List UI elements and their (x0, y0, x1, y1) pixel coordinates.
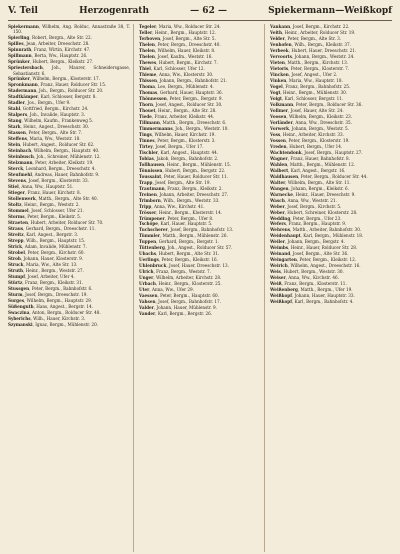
entry-surname: Stroh (8, 256, 21, 262)
entry-surname: Tinnes (139, 137, 155, 143)
directory-entry: Weinand, Josef, Bergm., Alte Str. 36. (270, 251, 349, 257)
directory-entry: Tümmler, Matth., Bergm., Mühlenstr. 26. (139, 233, 228, 239)
directory-entry: Vinken, Maria, Ww., Hauptstr. 18. (270, 77, 343, 83)
entry-surname: Unger (139, 275, 154, 281)
entry-surname: Tuchscherer (139, 227, 168, 233)
directory-entry: Stussgen, Peter, Bergm., Bahnhofstr. 6. (8, 285, 93, 291)
entry-surname: Weirich (270, 263, 288, 269)
directory-entry: Vieten, Matth., Bergm., Kirchstr. 13. (270, 59, 349, 65)
entry-surname: Wasch (270, 197, 285, 203)
entry-surname: Szymanski (8, 321, 33, 327)
entry-surname: Spriestersbach (8, 65, 43, 71)
directory-entry: Tüttenberg, Joh., Angest., Rolducer Str. 57. (139, 245, 233, 251)
directory-entry: Voigt, Karl, Schlosser, Bergstr. 11. (270, 95, 344, 101)
entry-surname: Terboven (139, 35, 161, 41)
directory-entry: Süßenguth, Hans, Angest., Bergstr. 14. (8, 303, 93, 309)
entry-surname: Tobias (139, 155, 154, 161)
entry-surname: Vollmer (270, 107, 288, 113)
directory-entry: Weber, Hubert, Schreiner, Klosterstr. 28. (270, 209, 358, 215)
directory-entry: Tschöpe, Karl, Hauer, Hauptstr. 5. (139, 221, 213, 227)
entry-surname: Stevens (8, 178, 26, 184)
directory-entry: Vossen, Peter, Bergm., Klosterstr. 19. (270, 137, 350, 143)
entry-surname: Vossen (270, 137, 286, 143)
directory-entry: Thelen, Josef, Kaufm., Weststr. 16. (139, 53, 213, 59)
entry-surname: Velder (270, 35, 285, 41)
column-1 (8, 24, 134, 552)
directory-entry: Wangen, Johann, Bergm., Kleikstr. 6. (270, 185, 350, 191)
directory-entry: Tiede, Franz, Arbeiter, Kleikstr. 44. (139, 113, 215, 119)
directory-entry: Thorn, Josef, Angest., Rolducer Str. 30. (139, 101, 223, 107)
directory-entry: Stadermann, Joh., Bergm., Rolducer Str. 20. (8, 88, 104, 94)
directory-entry: Wasch, Anna, Ww., Weststr. 21. (270, 197, 337, 203)
directory-entry: Thelen, Wilhelm, Hauer, Kleikstr. 8. (139, 47, 216, 53)
entry-surname: Voosen (270, 113, 287, 119)
entry-surname: Stalpers (8, 112, 28, 118)
directory-entry: Steffens, Maria, Ww., Weststr. 18. (8, 136, 81, 142)
directory-entry: Stalpers, Joh., Invalide, Hauptstr. 3. (8, 112, 86, 118)
directory-entry: Voosen, Wilhelm, Bergm., Kleikstr. 23. (270, 113, 353, 119)
directory-entry: Strobel, Peter, Bergm., Kirchstr. 60. (8, 250, 85, 256)
directory-entry: Tobias, Jakob, Bergm., Bahnhofstr. 2. (139, 155, 219, 161)
entry-surname: Stadtkämper (8, 94, 39, 100)
directory-entry: Vorwerk, Johann, Bergm., Weststr. 5. (270, 125, 349, 131)
entry-surname: Spilles (8, 41, 24, 47)
entry-surname: Uerlings (139, 257, 159, 263)
directory-entry: Stahl, Gottfried, Bergm., Kirchstr. 24. (8, 106, 89, 112)
entry-surname: Weinand (270, 251, 291, 257)
directory-entry: Stürtz, Franz, Bergm., Kleikstr. 31. (8, 279, 84, 285)
entry-surname: Süßenguth (8, 303, 34, 309)
directory-entry: Stadtkämper, Karl, Schlosser, Bergstr. 8. (8, 94, 97, 100)
directory-entry: Spierling, Robert, Bergm., Alte Str. 22. (8, 35, 92, 41)
directory-entry: Volkmann, Peter, Bergm., Rolducer Str. 36. (270, 101, 363, 107)
entry-surname: Trapp (139, 179, 153, 185)
directory-entry: Weißenberg, Matth., Bergm., Ufer 19. (270, 287, 353, 293)
entry-surname: Stadler (8, 100, 25, 106)
directory-entry: Waldhausen, Peter, Bergm., Rolducer Str. 44. (270, 173, 368, 179)
directory-entry: Straus, Gerhard, Bergm., Dreeschstr. 11. (8, 226, 96, 232)
entry-surname: Vaessen (139, 293, 158, 299)
directory-entry: Stroh, Johann, Hauer, Klosterstr. 9. (8, 256, 84, 262)
entry-surname: Weber (270, 203, 285, 209)
entry-surname: Vogel (270, 83, 283, 89)
directory-entry: Trapp, Josef, Bergm., Alte Str. 19. (139, 179, 211, 185)
entry-surname: Weidenhaupt (270, 233, 301, 239)
entry-surname: Trautmann (139, 185, 165, 191)
directory-entry: Weißkopf, Karl, Bergm., Bahnhofstr. 4. (270, 299, 354, 305)
entry-surname: Ulrich (139, 269, 154, 275)
directory-entry: Spillmann, Berta, Ww., Hauptstr. 26. (8, 53, 88, 59)
directory-entry: Weber, Josef, Bergm., Kirchstr. 5. (270, 203, 342, 209)
directory-entry: Weis, Hubert, Bergm., Weststr. 30. (270, 269, 344, 275)
entry-surname: Vankann (270, 24, 291, 29)
entry-surname: Tiede (139, 113, 152, 119)
entry-surname: Sprünker (8, 59, 30, 65)
entry-surname: Uhlenbruck (139, 263, 167, 269)
entry-surname: Steffens (8, 136, 27, 142)
directory-entry: Weiß, Franz, Bergm., Klosterstr. 11. (270, 281, 347, 287)
directory-entry: Timmermanns, Joh., Bergm., Weststr. 10. (139, 125, 229, 131)
directory-entry: Stieger, Franz, Hauer, Kirchstr. 8. (8, 190, 81, 196)
header-range: Spiekermann—Weißkopf (268, 6, 392, 16)
entry-surname: Stoltz (8, 202, 22, 208)
entry-surname: Strick (8, 244, 23, 250)
entry-surname: Teller (139, 29, 153, 35)
directory-entry: Vervoorts, Johann, Bergm., Weststr. 24. (270, 53, 355, 59)
directory-entry: Voss, Heinr., Arbeiter, Kirchstr. 33. (270, 131, 344, 137)
directory-entry: Vaessen, Peter, Bergm., Hauptstr. 60. (139, 293, 220, 299)
entry-surname: Surges (8, 297, 25, 303)
entry-surname: Spronkmann (8, 82, 38, 88)
directory-entry: Vreden, Hubert, Bergm., Ufer 14. (270, 143, 343, 149)
directory-entry: Wefers, Franz, Bergm., Hauptstr. 9. (270, 221, 347, 227)
directory-entry: Weirich, Wilhelm, Angest., Dreeschstr. 16. (270, 263, 361, 269)
directory-entry: Vander, Karl, Bergm., Bergstr. 26. (139, 311, 213, 317)
directory-entry: Spriestersbach, Joh., Maurer, Schneidersgasse, Sebastianstr. 6. (8, 65, 130, 76)
entry-surname: Ubachs (139, 251, 157, 257)
entry-surname: Weißenberg (270, 287, 298, 293)
directory-entry: Thoma, Leo, Bergm., Mühlenstr. 4. (139, 83, 214, 89)
entry-surname: Thönnessen (139, 95, 167, 101)
entry-surname: Weber (270, 209, 285, 215)
entry-surname: Veith (270, 29, 282, 35)
entry-surname: Weimbs (270, 245, 289, 251)
entry-surname: Sprünker (8, 76, 30, 82)
entry-surname: Wedding (270, 215, 291, 221)
directory-entry: Venhofen, Wilh., Bergm., Kleikstr. 37. (270, 41, 351, 47)
directory-entry: Terboven, Josef, Bergm., Alte Str. 5. (139, 35, 216, 41)
directory-entry: Tuppen, Gerhard, Bergm., Bergstr. 1. (139, 239, 219, 245)
entry-surname: Straeten (8, 220, 28, 226)
directory-entry: Velder, Peter, Bergm., Alte Str. 3. (270, 35, 342, 41)
entry-surname: Thouet (139, 107, 156, 113)
page-number: — 62 — (190, 6, 227, 16)
entry-surname: Sturm (8, 291, 23, 297)
directory-entry: Thouet, Heinr., Bergm., Alte Str. 28. (139, 107, 217, 113)
entry-surname: Urbach (139, 281, 156, 287)
directory-entry: Thewes, Hubert, Bergm., Kirchstr. 7. (139, 59, 218, 65)
directory-entry: Vietoris, Peter, Bergm., Klosterstr. 7. (270, 65, 350, 71)
entry-surname: Weißkopf (270, 293, 292, 299)
entry-surname: Spillmann (8, 53, 32, 59)
entry-surname: Swaczina (8, 309, 30, 315)
entry-surname: Vander (139, 311, 156, 317)
entry-surname: Weingarten (270, 257, 297, 263)
directory-entry: Unger, Wilhelm, Arbeiter, Kirchstr. 28. (139, 275, 222, 281)
entry-surname: Wefers (270, 221, 286, 227)
entry-surname: Vahsen (139, 299, 156, 305)
directory-entry: Spilles, Jean, Arbeiter, Dreeschstr. 28. (8, 41, 90, 47)
entry-surname: Weiß (270, 281, 282, 287)
directory-entry: Stelzmann, Peter, Arbeiter, Kleikstr. 19. (8, 160, 94, 166)
directory-entry: Thieme, Anna, Ww., Klosterstr. 30. (139, 71, 214, 77)
entry-surname: Stelzmann (8, 160, 33, 166)
directory-entry: Weißkopf, Johann, Hauer, Hauptstr. 33. (270, 293, 355, 299)
entry-surname: Tripp (139, 203, 152, 209)
entry-surname: Tollhausen (139, 161, 165, 167)
directory-entry: Stark, Heinr., Angest., Dreeschstr. 30. (8, 124, 90, 130)
directory-entry: Tischler, Karl, Angest., Hauptstr. 44. (139, 149, 219, 155)
entry-surname: Thelen (139, 53, 155, 59)
entry-surname: Walter (270, 179, 286, 185)
directory-entry: Toussaint, Peter, Hauer, Rolducer Str. 11. (139, 173, 229, 179)
directory-entry: Trautmann, Franz, Bergm., Kleikstr. 2. (139, 185, 223, 191)
entry-surname: Volkmann (270, 101, 294, 107)
entry-surname: Struth (8, 267, 24, 273)
directory-entry: Stang, Wilhelm, Kaufm., Frankenweg 5. (8, 118, 94, 124)
directory-entry: Strepp, Wilh., Bergm., Hauptstr. 15. (8, 238, 86, 244)
entry-surname: Strepp (8, 238, 24, 244)
entry-surname: Stiel (8, 184, 19, 190)
entry-surname: Stürtz (8, 279, 23, 285)
entry-surname: Strobel (8, 250, 25, 256)
entry-surname: Trösser (139, 209, 157, 215)
directory-entry: Uhlenbruck, Josef, Hauer, Dreeschstr. 13. (139, 263, 229, 269)
directory-entry: Thönnessen, Peter, Bergm., Bergstr. 9. (139, 95, 223, 101)
directory-entry: Trimborn, Wilh., Bergm., Weststr. 33. (139, 197, 220, 203)
entry-surname: Stommel (8, 208, 29, 214)
entry-surname: Treinen (139, 191, 157, 197)
entry-surname: Steinbach (8, 148, 32, 154)
directory-entry: Weidenhaupt, Karl, Bergm., Mühlenstr. 18. (270, 233, 364, 239)
directory-entry: Wagner, Franz, Hauer, Bahnhofstr. 8. (270, 155, 350, 161)
directory-entry: Wehrens, Matth., Arbeiter, Bahnhofstr. 30. (270, 227, 362, 233)
directory-entry: Ulrich, Franz, Bergm., Weststr. 7. (139, 269, 211, 275)
entry-surname: Weißkopf (270, 299, 292, 305)
directory-entry: Tirtey, Josef, Bergm., Ufer 17. (139, 143, 204, 149)
directory-entry: Weimbs, Heinr., Hauer, Rolducer Str. 28. (270, 245, 358, 251)
directory-entry: Vollmer, Josef, Hauer, Alte Str. 24. (270, 107, 344, 113)
directory-entry: Vankann, Josef, Bergm., Kirchstr. 22. (270, 24, 350, 29)
entry-surname: Storms (8, 214, 25, 220)
entry-surname: Stassen (8, 130, 26, 136)
entry-surname: Trimborn (139, 197, 161, 203)
entry-surname: Tüttenberg (139, 245, 165, 251)
directory-entry: Stoltz, Heinr., Bergm., Weststr. 2. (8, 202, 80, 208)
entry-surname: Stahl (8, 106, 21, 112)
entry-surname: Stang (8, 118, 22, 124)
entry-surname: Voss (270, 131, 281, 137)
directory-entry: Streitz, Karl, Angest., Bergstr. 3. (8, 232, 79, 238)
entry-surname: Thoma (139, 83, 155, 89)
entry-surname: Spiekermann (8, 24, 39, 29)
entry-surname: Trümpener (139, 215, 165, 221)
directory-entry: Strick, Adam, Invalide, Mühlenstr. 7. (8, 244, 87, 250)
directory-entry: Vincken, Josef, Angest., Ufer 2. (270, 71, 338, 77)
directory-entry: Stevens, Josef, Bergm., Klosterstr. 33. (8, 178, 89, 184)
entry-surname: Tings (139, 131, 152, 137)
directory-entry: Stiel, Anna, Ww., Hauptstr. 51. (8, 184, 74, 190)
directory-entry: Tings, Wilhelm, Hauer, Kirchstr. 19. (139, 131, 216, 137)
directory-entry: Steinbusch, Joh., Schreiner, Mühlenstr. 12. (8, 154, 101, 160)
entry-surname: Wangen (270, 185, 289, 191)
directory-entry: Thelen, Peter, Bergm., Dreeschstr. 40. (139, 41, 221, 47)
entry-columns (8, 24, 392, 552)
entry-surname: Vincken (270, 71, 289, 77)
directory-entry: Sprünker, Hubert, Bergm., Kleikstr. 27. (8, 59, 94, 65)
directory-entry: Steinbach, Wilhelm, Bergm., Hauptstr. 40. (8, 148, 100, 154)
directory-entry: Veith, Heinr., Arbeiter, Rolducer Str. 19. (270, 29, 356, 35)
entry-surname: Tönnissen (139, 167, 163, 173)
directory-entry: Straeten, Hubert, Arbeiter, Rolducer Str. 70. (8, 220, 104, 226)
directory-entry: Syberichs, Wilh., Hauer, Kirchstr. 3. (8, 315, 86, 321)
entry-surname: Weiler (270, 239, 285, 245)
directory-entry: Uter, Anna, Ww., Ufer 29. (139, 287, 195, 293)
directory-entry: Tollhausen, Heinr., Bergm., Mühlenstr. 15. (139, 161, 231, 167)
entry-surname: Stadermann (8, 88, 37, 94)
entry-surname: Steinbusch (8, 154, 34, 160)
directory-entry: Wedding, Peter, Bergm., Ufer 23. (270, 215, 342, 221)
directory-entry: Storms, Peter, Bergm., Kleikstr. 5. (8, 214, 82, 220)
entry-surname: Straus (8, 226, 24, 232)
directory-entry: Stein, Hubert, Angest., Rolducer Str. 62. (8, 142, 95, 148)
directory-entry: Walter, Wilhelm, Bergm., Alte Str. 11. (270, 179, 351, 185)
directory-entry: Stassen, Peter, Bergm., Alte Str. 7. (8, 130, 83, 136)
directory-entry: Weingarten, Peter, Bergm., Kleikstr. 12. (270, 257, 357, 263)
entry-surname: Wahlen (270, 161, 288, 167)
directory-entry: Vorländer, Anna, Ww., Dreeschstr. 35. (270, 119, 352, 125)
entry-surname: Vervoorts (270, 53, 293, 59)
directory-entry: Stadler, Jos., Bergm., Ufer 9. (8, 100, 71, 106)
directory-entry: Weiser, Anna, Ww., Kirchstr. 46. (270, 275, 339, 281)
directory-entry: Warnecke, Heinr., Hauer, Dreeschstr. 9. (270, 191, 356, 197)
column-3 (270, 24, 392, 552)
entry-surname: Wachtendonk (270, 149, 302, 155)
entry-surname: Sterck (8, 166, 24, 172)
entry-surname: Streitz (8, 232, 24, 238)
header-part: V. Teil (8, 6, 38, 16)
entry-surname: Vorländer (270, 119, 293, 125)
directory-entry: Thiel, Karl, Schlosser, Ufer 12. (139, 65, 205, 71)
header-town: Herzogenrath (79, 6, 149, 16)
entry-surname: Walbert (270, 167, 289, 173)
directory-entry: Urbach, Heinr., Bergm., Klosterstr. 25. (139, 281, 222, 287)
entry-surname: Vorwerk (270, 125, 290, 131)
entry-surname: Thelen (139, 47, 155, 53)
entry-surname: Tuppen (139, 239, 157, 245)
entry-surname: Tillmann (139, 119, 160, 125)
entry-surname: Thomas (139, 89, 158, 95)
directory-entry: Trösser, Heinr., Bergm., Klosterstr. 14. (139, 209, 223, 215)
entry-surname: Tirtey (139, 143, 153, 149)
entry-surname: Vietoris (270, 65, 289, 71)
entry-surname: Thorn (139, 101, 154, 107)
directory-entry: Thissen, Johann, Bergm., Bahnhofstr. 21. (139, 77, 227, 83)
directory-entry: Teller, Heinr., Bergm., Hauptstr. 12. (139, 29, 216, 35)
entry-surname: Timmermanns (139, 125, 173, 131)
entry-surname: Syberichs (8, 315, 31, 321)
directory-entry: Treinen, Johann, Arbeiter, Dreeschstr. 27. (139, 191, 229, 197)
directory-entry: Wachtendonk, Josef, Bergm., Hauptstr. 27. (270, 149, 363, 155)
directory-entry: Vahsen, Josef, Bergm., Bahnhofstr. 17. (139, 299, 221, 305)
directory-entry: Swaczina, Anton, Bergm., Rolducer Str. 48. (8, 309, 101, 315)
entry-surname: Stein (8, 142, 21, 148)
directory-entry: Szymanski, Ignaz, Bergm., Mühlenstr. 20. (8, 321, 99, 327)
directory-entry: Spiekermann, Wilhelm, Ang. Rolduc, Annastraße 38, T. 150. (8, 24, 130, 35)
entry-surname: Vreden (270, 143, 287, 149)
directory-entry: Tönnissen, Hubert, Bergm., Bergstr. 22. (139, 167, 226, 173)
directory-entry: Stommel, Josef, Schlosser, Ufer 21. (8, 208, 84, 214)
entry-surname: Thewes (139, 59, 157, 65)
directory-entry: Spronkmann, Franz, Hauer, Rolducer Str. 15. (8, 82, 107, 88)
directory-entry: Vogel, Franz, Bergm., Bahnhofstr. 25. (270, 83, 351, 89)
entry-surname: Uter (139, 287, 150, 293)
directory-entry: Tuchscherer, Josef, Bergm., Bahnhofstr. 13. (139, 227, 234, 233)
directory-entry: Tegeler, Maria, Ww., Rolducer Str. 24. (139, 24, 221, 29)
entry-surname: Thieme (139, 71, 157, 77)
directory-entry: Spinnrath, Franz, Wirtin, Kirchstr. 47. (8, 47, 91, 53)
entry-surname: Tschöpe (139, 221, 158, 227)
entry-surname: Vieten (270, 59, 285, 65)
entry-surname: Spierling (8, 35, 30, 41)
entry-surname: Weiser (270, 275, 286, 281)
entry-surname: Thelen (139, 41, 155, 47)
directory-entry: Tripp, Anna, Ww., Kirchstr. 41. (139, 203, 205, 209)
entry-surname: Tischler (139, 149, 158, 155)
directory-entry: Surges, Wilhelm, Bergm., Hauptstr. 29. (8, 297, 93, 303)
directory-entry: Struth, Heinr., Bergm., Weststr. 27. (8, 267, 84, 273)
entry-surname: Tümmler (139, 233, 160, 239)
directory-entry: Stollenwerk, Matth., Bergm., Alte Str. 40. (8, 196, 98, 202)
directory-entry: Sprünker, Wilhelm, Bergm., Klosterstr. 17. (8, 76, 100, 82)
directory-entry: Weiler, Johann, Bergm., Bergstr. 4. (270, 239, 345, 245)
directory-entry: Uerlings, Peter, Bergm., Kleikstr. 16. (139, 257, 218, 263)
directory-entry: Wahlen, Matth., Bergm., Mühlenstr. 12. (270, 161, 356, 167)
directory-entry: Trümpener, Peter, Bergm., Ufer 8. (139, 215, 214, 221)
directory-entry: Tinnes, Peter, Bergm., Klosterstr. 3. (139, 137, 216, 143)
entry-surname: Steufmehl (8, 172, 32, 178)
directory-entry: Stumpf, Josef, Arbeiter, Ufer 4. (8, 273, 75, 279)
entry-surname: Stark (8, 124, 21, 130)
entry-surname: Tegeler (139, 24, 157, 29)
entry-surname: Stumpf (8, 273, 25, 279)
entry-surname: Stollenwerk (8, 196, 36, 202)
entry-surname: Thiel (139, 65, 151, 71)
entry-surname: Weis (270, 269, 281, 275)
entry-surname: Verbeek (270, 47, 289, 53)
entry-surname: Valder (139, 305, 154, 311)
directory-entry: Ubachs, Hubert, Bergm., Alte Str. 31. (139, 251, 220, 257)
directory-entry: Struck, Maria, Ww., Alte Str. 13. (8, 262, 78, 267)
directory-entry: Sturm, Josef, Bergm., Dreeschstr. 19. (8, 291, 88, 297)
entry-surname: Wehrens (270, 227, 291, 233)
entry-surname: Spinnrath (8, 47, 32, 53)
directory-entry: Verbeek, Hubert, Hauer, Dreeschstr. 21. (270, 47, 357, 53)
directory-entry: Steufmehl, Andreas, Hauer, Bahnhofstr. 9. (8, 172, 100, 178)
directory-entry: Sterck, Leonhard, Bergm., Dreeschstr. 4. (8, 166, 96, 172)
directory-entry: Vogt, Heinr., Bergm., Mühlenstr. 30. (270, 89, 348, 95)
column-2 (139, 24, 265, 552)
entry-surname: Stieger (8, 190, 25, 196)
entry-surname: Thissen (139, 77, 157, 83)
page-header (8, 6, 392, 21)
entry-surname: Stussgen (8, 285, 30, 291)
entry-surname: Venhofen (270, 41, 292, 47)
entry-surname: Wagner (270, 155, 288, 161)
entry-surname: Struck (8, 262, 24, 267)
directory-entry: Tillmann, Matth., Bergm., Dreeschstr. 6. (139, 119, 227, 125)
directory-entry: Valder, Johann, Hauer, Mühlenstr. 9. (139, 305, 217, 311)
entry-surname: Vinken (270, 77, 287, 83)
entry-surname: Voigt (270, 95, 282, 101)
directory-entry: Thomas, Gerhard, Hauer, Hauptstr. 36. (139, 89, 223, 95)
entry-surname: Warnecke (270, 191, 293, 197)
entry-surname: Vogt (270, 89, 281, 95)
entry-surname: Waldhausen (270, 173, 299, 179)
entry-surname: Toussaint (139, 173, 162, 179)
directory-entry: Walbert, Karl, Angest., Bergstr. 16. (270, 167, 346, 173)
